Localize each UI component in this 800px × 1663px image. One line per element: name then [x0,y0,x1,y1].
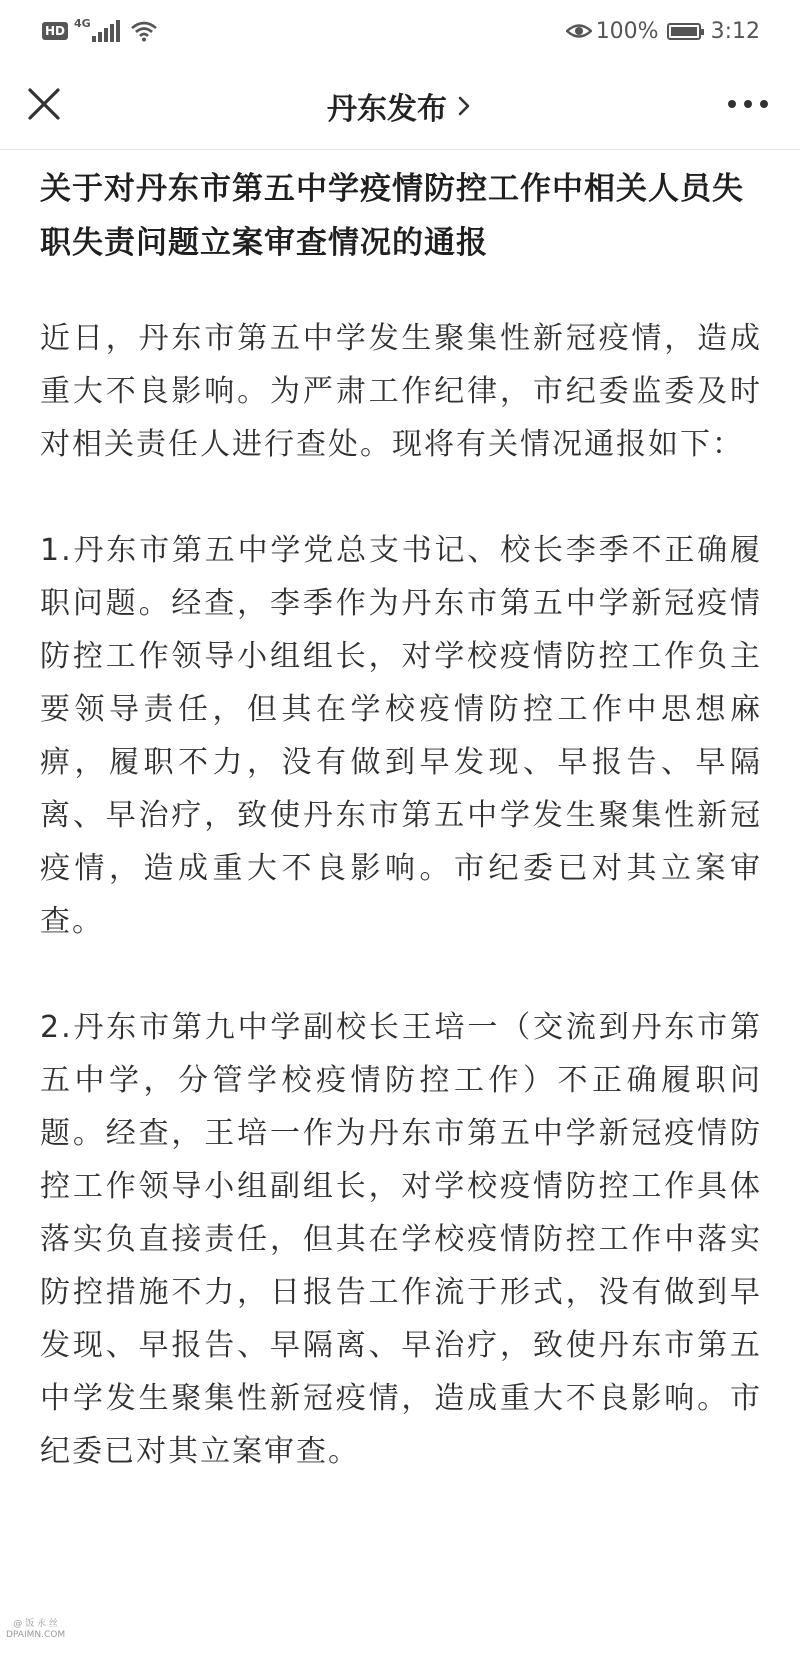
battery-icon [667,23,701,40]
watermark-line: DPAIMN.COM [6,1630,66,1640]
network-type: 4G [74,16,91,30]
battery-percent: 100% [595,18,659,44]
signal-icon [92,20,122,42]
account-name: 丹东发布 [327,91,447,127]
chevron-right-icon [455,94,473,118]
article-title: 关于对丹东市第五中学疫情防控工作中相关人员失职失责问题立案审查情况的通报 [40,171,744,261]
status-right [566,19,760,44]
watermark-line: @ 饭 永 丝 [13,1619,58,1629]
status-left [42,16,158,42]
article-paragraph: 近日，丹东市第五中学发生聚集性新冠疫情，造成重大不良影响。为严肃工作纪律，市纪委监委及时对相关责任人进行查处。现将有关情况通报如下： [40,321,762,462]
article-body [40,162,762,1531]
watermark [6,1619,65,1641]
status-bar [0,0,800,62]
clock-time: 3:12 [710,18,760,44]
article-paragraph: 2.丹东市第九中学副校长王培一（交流到丹东市第五中学，分管学校疫情防控工作）不正确履职问题。经查，王培一作为丹东市第五中学新冠疫情防控工作领导小组副组长，对学校疫情防控工作具体落实负直接责任，但其在学校疫情防控工作中落实防控措施不力，日报告工作流于形式，没有做到早发现、早报告、早隔离、早治疗，致使丹东市第五中学发生聚集性新冠疫情，造成重大不良影响。市纪委已对其立案审查。 [40,1010,762,1469]
hd-icon: HD [42,22,68,40]
more-icon[interactable] [726,92,770,116]
article-paragraph: 1.丹东市第五中学党总支书记、校长李季不正确履职问题。经查，李季作为丹东市第五中学新冠疫情防控工作领导小组组长，对学校疫情防控工作负主要领导责任，但其在学校疫情防控工作中思想麻痹，履职不力，没有做到早发现、早报告、早隔离、早治疗，致使丹东市第五中学发生聚集性新冠疫情，造成重大不良影响。市纪委已对其立案审查。 [40,533,762,939]
account-name-link[interactable] [327,84,473,128]
close-icon[interactable] [24,84,64,124]
wifi-icon [130,20,158,42]
eye-icon [566,21,592,41]
nav-bar [0,62,800,150]
